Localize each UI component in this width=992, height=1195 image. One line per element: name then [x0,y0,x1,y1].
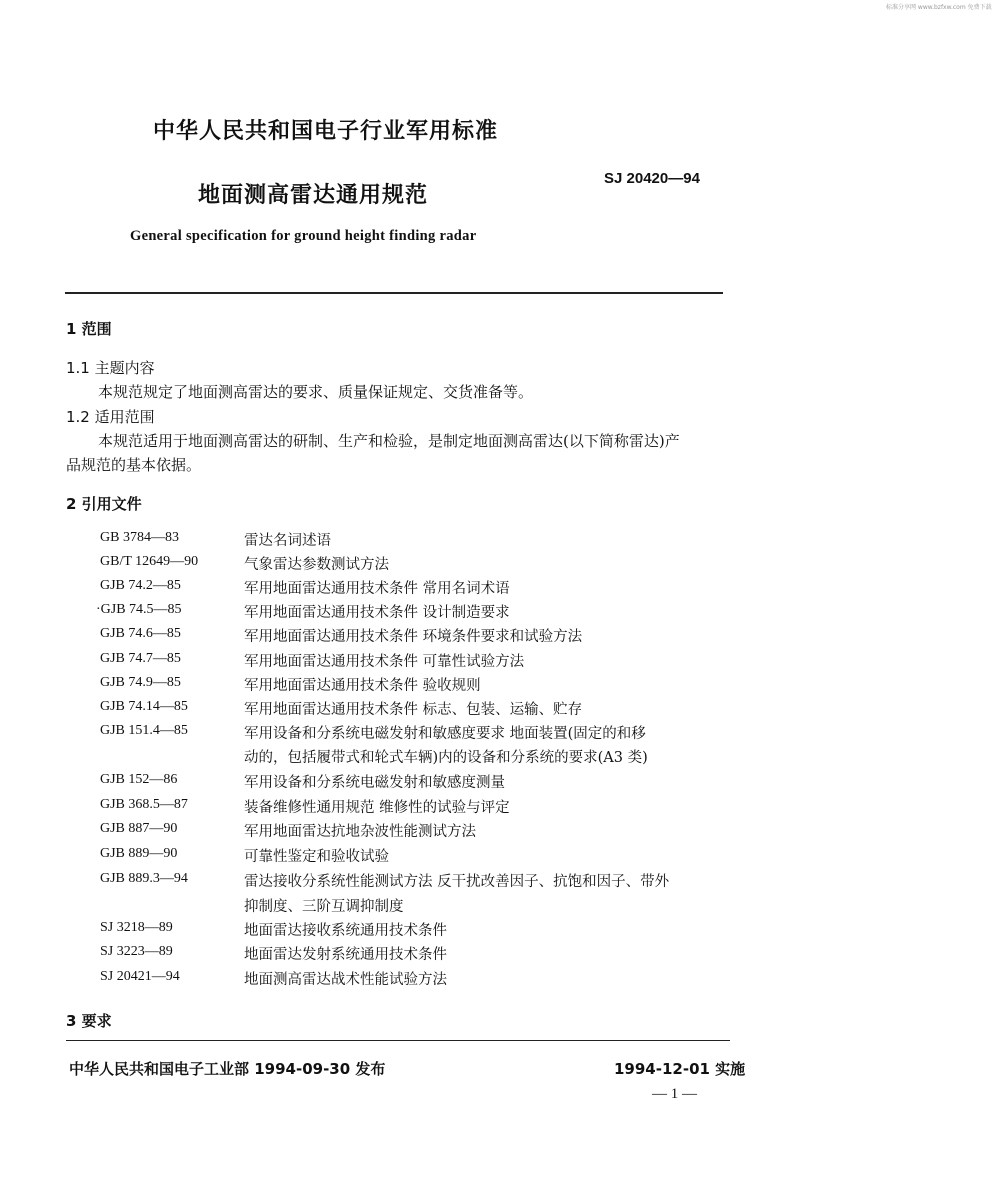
reference-title-continued: 动的，包括履带式和轮式车辆)内的设备和分系统的要求(A3 类) [244,750,648,766]
section-1-heading: 1 范围 [66,320,112,338]
reference-code: SJ 20421—94 [100,969,180,984]
header-divider [65,292,723,294]
reference-code: SJ 3218—89 [100,920,173,935]
reference-code: GJB 889—90 [100,846,178,861]
reference-title: 雷达接收分系统性能测试方法 反干扰改善因子、抗饱和因子、带外 [244,874,670,890]
reference-title: 装备维修性通用规范 维修性的试验与评定 [244,800,510,816]
reference-title: 军用地面雷达抗地杂波性能测试方法 [244,824,476,840]
section-2-heading: 2 引用文件 [66,495,142,513]
section-1-1-text: 本规范规定了地面测高雷达的要求、质量保证规定、交货准备等。 [98,383,534,401]
reference-title: 地面雷达发射系统通用技术条件 [244,947,447,963]
effective-date: 1994-12-01 实施 [614,1060,746,1078]
reference-code: GJB 74.7—85 [100,651,181,666]
page-title: 地面测高雷达通用规范 [198,183,429,208]
reference-code: SJ 3223—89 [100,944,173,959]
page-title-english: General specification for ground height finding radar [130,228,477,244]
reference-title: 军用地面雷达通用技术条件 环境条件要求和试验方法 [244,629,583,645]
section-3-heading: 3 要求 [66,1012,112,1030]
section-1-2-text-line2: 品规范的基本依据。 [66,456,202,474]
reference-code: GJB 889.3—94 [100,871,188,886]
issue-date: 中华人民共和国电子工业部 1994-09-30 发布 [69,1060,386,1078]
reference-title: 雷达名词述语 [244,533,331,549]
section-1-2-text-line1: 本规范适用于地面测高雷达的研制、生产和检验，是制定地面测高雷达(以下简称雷达)产 [98,432,680,450]
reference-code: GB 3784—83 [100,530,179,545]
reference-title-continued: 抑制度、三阶互调抑制度 [244,899,404,915]
reference-title: 军用地面雷达通用技术条件 标志、包装、运输、贮存 [244,702,583,718]
reference-title: 军用地面雷达通用技术条件 常用名词术语 [244,581,510,597]
reference-code: GJB 74.14—85 [100,699,188,714]
section-1-1-heading: 1.1 主题内容 [66,359,155,377]
reference-code: GJB 368.5—87 [100,797,188,812]
reference-title: 军用设备和分系统电磁发射和敏感度要求 地面装置(固定的和移 [244,726,646,742]
reference-code: GJB 152—86 [100,772,178,787]
section-1-2-heading: 1.2 适用范围 [66,408,155,426]
reference-code: GB/T 12649—90 [100,554,199,569]
reference-title: 地面雷达接收系统通用技术条件 [244,923,447,939]
page-number: — 1 — [652,1086,697,1102]
reference-code: GJB 151.4—85 [100,723,188,738]
reference-title: 军用地面雷达通用技术条件 验收规则 [244,678,481,694]
reference-code: GJB 74.6—85 [100,626,181,641]
standard-header: 中华人民共和国电子行业军用标准 [153,119,499,144]
reference-title: 军用设备和分系统电磁发射和敏感度测量 [244,775,505,791]
footer-divider [66,1040,730,1041]
reference-title: 地面测高雷达战术性能试验方法 [244,972,447,988]
standard-number: SJ 20420—94 [604,170,700,187]
reference-code: ·GJB 74.5—85 [96,602,182,617]
reference-code: GJB 887—90 [100,821,178,836]
reference-code: GJB 74.9—85 [100,675,181,690]
reference-title: 军用地面雷达通用技术条件 设计制造要求 [244,605,510,621]
reference-code: GJB 74.2—85 [100,578,181,593]
reference-title: 军用地面雷达通用技术条件 可靠性试验方法 [244,654,525,670]
reference-title: 气象雷达参数测试方法 [244,557,389,573]
reference-title: 可靠性鉴定和验收试验 [244,849,389,865]
watermark-text: 标准分享网 www.bzfxw.com 免费下载 [886,4,992,11]
